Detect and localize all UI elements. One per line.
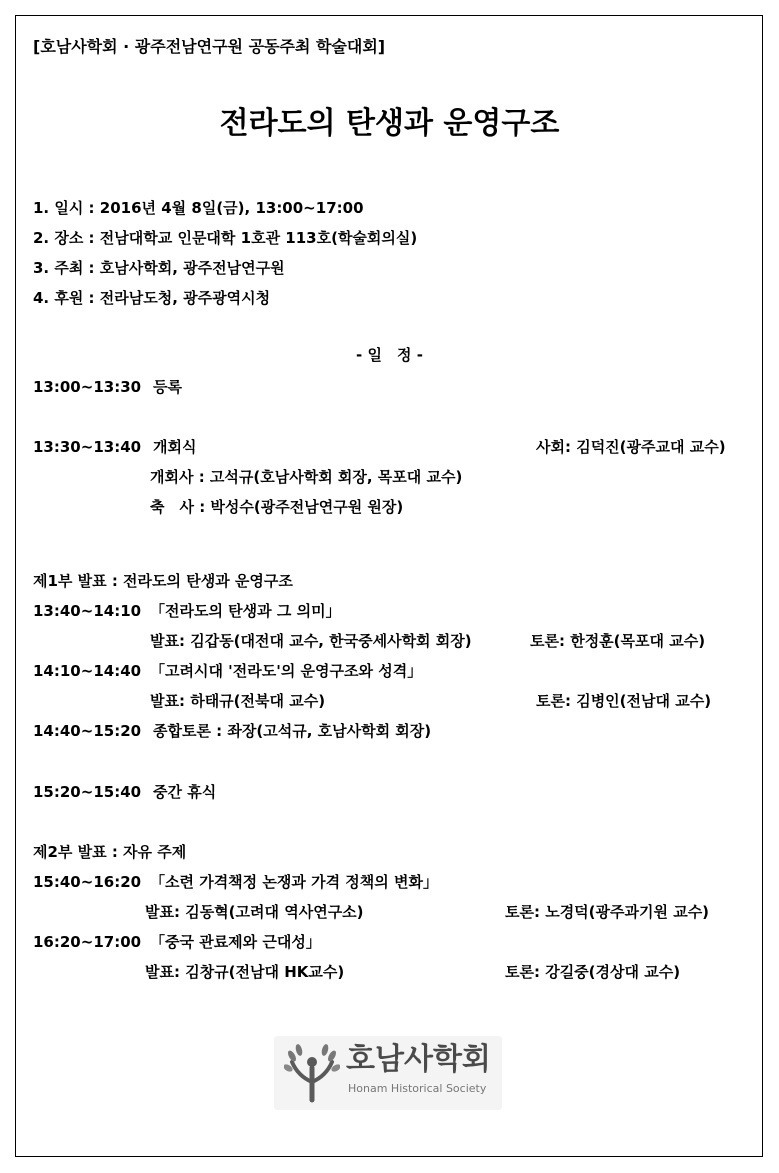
part1-t2-discussant: 토론: 김병인(전남대 교수) (536, 692, 712, 710)
logo-name: 호남사학회 (346, 1042, 491, 1077)
reg-text: 등록 (153, 378, 182, 396)
part1-t2-topic: 「고려시대 '전라도'의 운영구조와 성격」 (150, 662, 423, 680)
part2-t2-presenter: 발표: 김창규(전남대 HK교수) (145, 963, 345, 981)
part1-t2-presenter: 발표: 하태규(전북대 교수) (150, 692, 326, 710)
part2-t2-discussant: 토론: 강길중(경상대 교수) (505, 963, 681, 981)
part1-t2-time: 14:10~14:40 (33, 662, 142, 680)
logo-english: Honam Historical Society (348, 1082, 487, 1095)
info-sponsor: 4. 후원 : 전라남도청, 광주광역시청 (33, 289, 271, 307)
break-time: 15:20~15:40 (33, 783, 142, 801)
part1-t1-discussant: 토론: 한정훈(목포대 교수) (530, 632, 706, 650)
part2-t1-topic: 「소련 가격책정 논쟁과 가격 정책의 변화」 (150, 873, 438, 891)
opening-time: 13:30~13:40 (33, 438, 142, 456)
opening-text: 개회식 (153, 438, 197, 456)
part2-t1-discussant: 토론: 노경덕(광주과기원 교수) (505, 903, 710, 921)
part1-title: 제1부 발표 : 전라도의 탄생과 운영구조 (33, 572, 293, 590)
part1-t3-topic: 종합토론 : 좌장(고석규, 호남사학회 회장) (153, 722, 432, 740)
part2-title: 제2부 발표 : 자유 주제 (33, 843, 187, 861)
opening-moderator: 사회: 김덕진(광주교대 교수) (536, 438, 726, 456)
schedule-heading: - 일 정 - (356, 346, 423, 364)
info-date: 1. 일시 : 2016년 4월 8일(금), 13:00~17:00 (33, 199, 364, 217)
event-subtitle: [호남사학회 · 광주전남연구원 공동주최 학술대회] (33, 37, 386, 56)
part2-t2-time: 16:20~17:00 (33, 933, 142, 951)
opening-speech: 개회사 : 고석규(호남사학회 회장, 목포대 교수) (150, 468, 463, 486)
part1-t1-topic: 「전라도의 탄생과 그 의미」 (150, 602, 341, 620)
break-text: 중간 휴식 (153, 783, 217, 801)
part1-t1-presenter: 발표: 김갑동(대전대 교수, 한국중세사학회 회장) (150, 632, 472, 650)
part2-t1-presenter: 발표: 김동혁(고려대 역사연구소) (145, 903, 364, 921)
tree-emblem-icon (284, 1042, 340, 1104)
part2-t2-topic: 「중국 관료제와 근대성」 (150, 933, 321, 951)
part1-t1-time: 13:40~14:10 (33, 602, 142, 620)
opening-congrats: 축 사 : 박성수(광주전남연구원 원장) (150, 498, 404, 516)
info-venue: 2. 장소 : 전남대학교 인문대학 1호관 113호(학술회의실) (33, 229, 418, 247)
info-host: 3. 주최 : 호남사학회, 광주전남연구원 (33, 259, 285, 277)
reg-time: 13:00~13:30 (33, 378, 142, 396)
part1-t3-time: 14:40~15:20 (33, 722, 142, 740)
page-title: 전라도의 탄생과 운영구조 (219, 106, 560, 141)
part2-t1-time: 15:40~16:20 (33, 873, 142, 891)
society-logo (274, 1036, 502, 1110)
